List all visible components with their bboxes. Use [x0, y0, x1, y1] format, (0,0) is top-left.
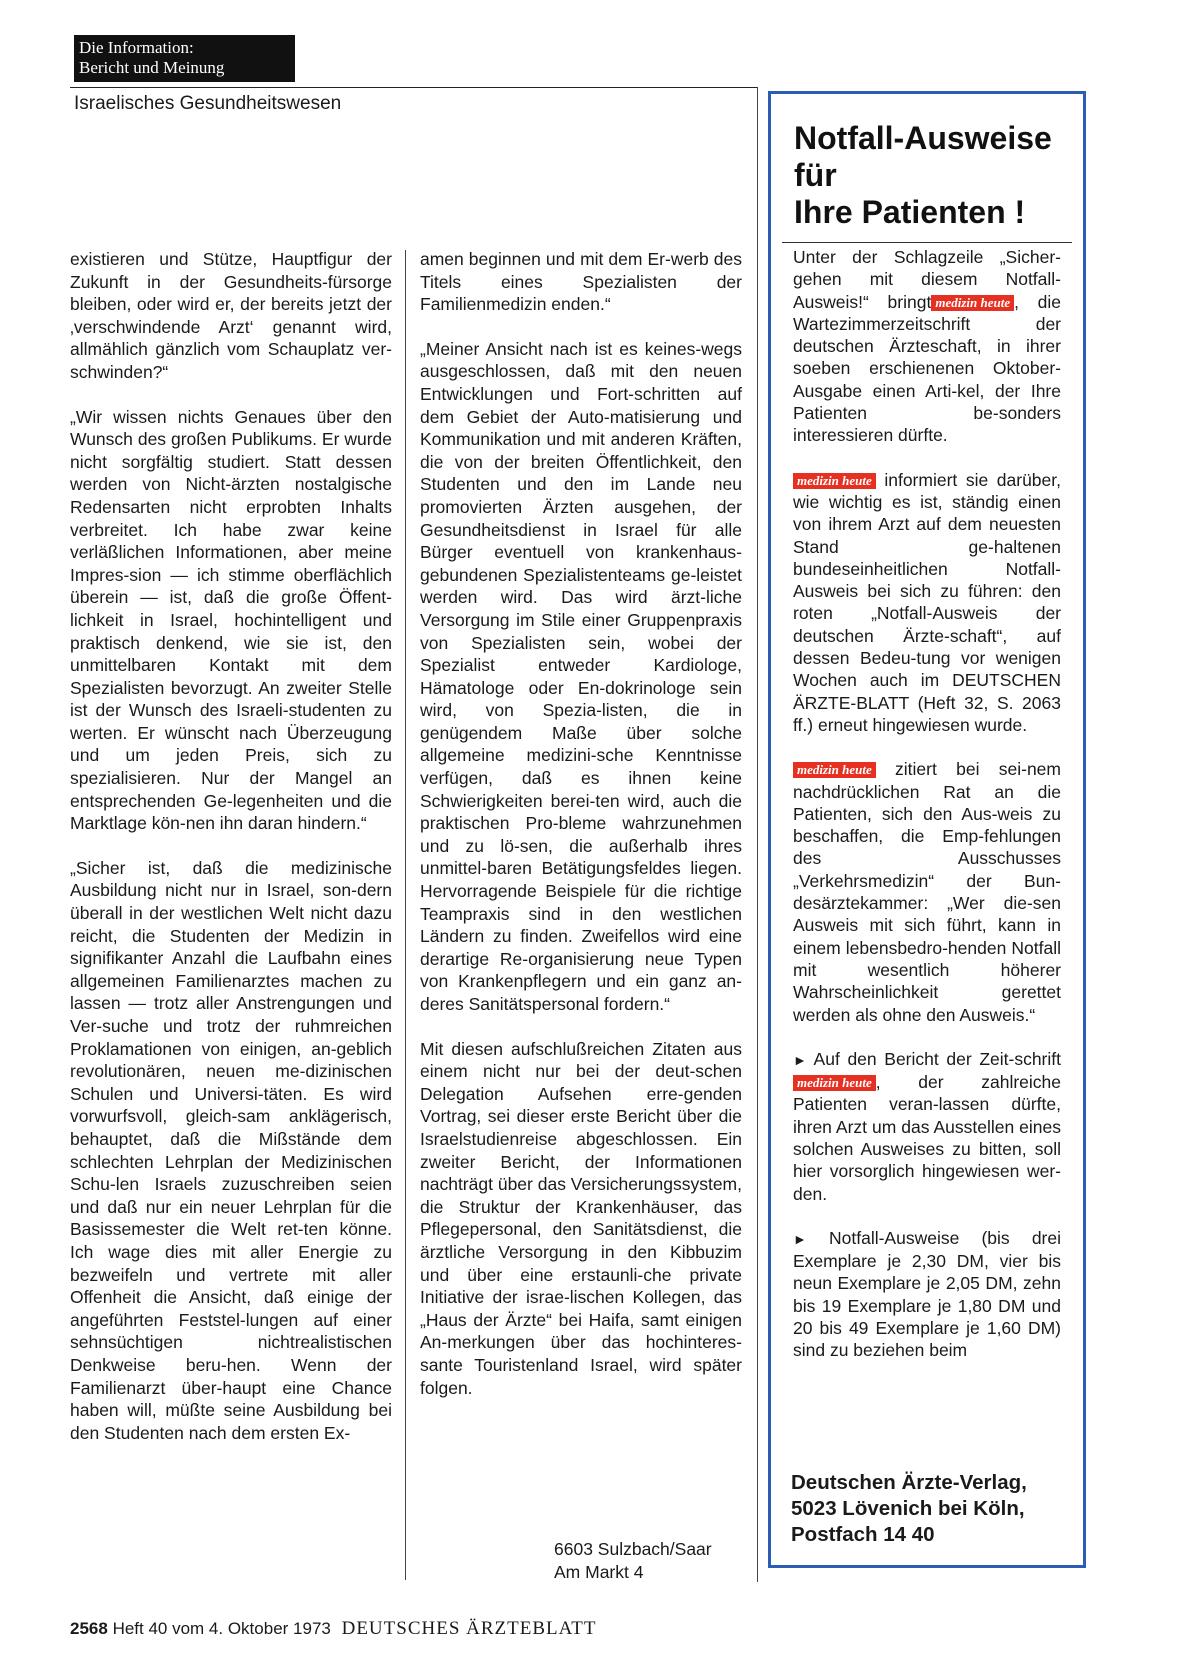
medizin-heute-logo: medizin heute: [793, 1075, 876, 1091]
rubric-line-1: Die Information:: [79, 38, 194, 57]
publisher-line-3: Postfach 14 40: [791, 1523, 935, 1546]
paragraph: „Sicher ist, daß die medizinische Ausbildung nicht nur in Israel, son-dern überall in der westlichen Welt nicht dazu reicht, die Studenten der Medizin in signifikanter Anzahl die Laufbahn eines allgemeinen Familienarztes machen zu lassen — trotz aller Anstrengungen und Ver-suche und trotz der ruhmreichen Proklamationen von einigen, an-geblich revolutionären, neuen me-dizinischen Schulen und Universi-täten. Es wird vorwurfsvoll, gleich-sam anklägerisch, behauptet, daß die Mißstände dem schlechten Lehrplan der Medizinischen Schu-len Israels zuzuschreiben seien und daß nur ein neuer Lehrplan für die Basissemester die Welt ret-ten könne. Ich wage dies mit aller Energie zu bezweifeln und vertrete mit aller Offenheit die Ansicht, daß einige der angeführten Feststel-lungen auf einer sehnsüchtigen nichtrealistischen Denkweise beru-hen. Wenn der Familienarzt über-haupt eine Chance haben will, müßte seine Ausbildung bei den Studenten nach dem ersten Ex-: [70, 857, 392, 1443]
address-line-2: Am Markt 4: [554, 1561, 644, 1582]
column-1: [70, 248, 392, 1466]
publisher-line-1: Deutschen Ärzte-Verlag,: [791, 1471, 1027, 1494]
ad-paragraph: [793, 469, 1061, 737]
page-footer: [70, 1618, 596, 1640]
column-divider-right: [757, 87, 758, 1582]
ad-text: Unter der Schlagzeile „Sicher-gehen mit diesem Notfall-Ausweis!“ bringt: [793, 247, 1061, 312]
ad-text: Notfall-Ausweise (bis drei Exemplare je 2,30 DM, vier bis neun Exemplare je 2,05 DM, zehn bis 19 Exemplare je 1,80 DM und 20 bis 49 Exemplare je 1,60 DM) sind zu beziehen beim: [793, 1227, 1061, 1361]
ad-text: informiert sie darüber, wie wichtig es ist, ständig einen von ihrem Arzt auf dem neuesten Stand ge-haltenen bundeseinheitlichen Notfall-Ausweis bei sich zu führen: den roten „Notfall-Ausweis der deutschen Ärzte-schaft“, auf dessen Bedeu-tung vor wenigen Wochen auch im DEUTSCHEN ÄRZTE-BLATT (Heft 32, S. 2063 ff.) erneut hingewiesen wurde.: [793, 469, 1061, 735]
medizin-heute-logo: medizin heute: [931, 295, 1014, 311]
medizin-heute-logo: medizin heute: [793, 473, 876, 489]
publisher-address: [791, 1470, 1027, 1548]
column-2: [420, 248, 742, 1421]
ad-paragraph: [793, 246, 1061, 447]
top-rule: [70, 87, 757, 88]
ad-body: [793, 246, 1061, 1384]
ad-paragraph: [793, 1048, 1061, 1205]
journal-name: DEUTSCHES ÄRZTEBLATT: [341, 1618, 597, 1639]
article-subtitle: Israelisches Gesundheitswesen: [74, 93, 342, 114]
ad-headline-line-2: für: [794, 157, 837, 193]
rubric-line-2: Bericht und Meinung: [79, 58, 225, 77]
issue-info: Heft 40 vom 4. Oktober 1973: [112, 1619, 331, 1638]
ad-text: zitiert bei sei-nem nachdrücklichen Rat an die Patienten, sich den Aus-weis zu beschaffen, die Emp-fehlungen des Ausschusses „Verkehrsmedizin“ der Bun-desärztekammer: „Wer die-sen Ausweis mit sich führt, kann in einem lebensbedro-henden Notfall mit wesentlich höherer Wahrscheinlichkeit gerettet werden als ohne den Ausweis.“: [793, 759, 1061, 1025]
arrow-right-icon: ►: [793, 1230, 807, 1247]
paragraph: „Meiner Ansicht nach ist es keines-wegs ausgeschlossen, daß mit den neuen Entwicklungen und Fort-schritten auf dem Gebiet der Auto-matisierung und Kommunikation und mit anderen Kräften, die von der breiten Öffentlichkeit, den Studenten und den im Lande neu promovierten Ärzten ausgehen, der Gesundheitsdienst in Israel für alle Bürger eventuell von krankenhaus-gebundenen Spezialistenteams ge-leistet werden wird. Das wird ärzt-liche Versorgung im Stile einer Gruppenpraxis von Spezialisten sein, wobei der Spezialist entweder Kardiologe, Hämatologe oder En-dokrinologe sein wird, von Spezia-listen, die in genügendem Maße über solche allgemeine medizini-sche Kenntnisse verfügen, daß es ihnen keine Schwierigkeiten berei-ten wird, auch die praktischen Pro-bleme wahrzunehmen und zu lö-sen, die außerhalb ihres unmittel-baren Betätigungsfeldes liegen. Hervorragende Beispiele für die richtige Teampraxis sind in den westlichen Ländern zu finden. Zweifellos wird eine derartige Re-organisierung neue Typen von Krankenpflegern und ein ganz an-deres Sanitätspersonal fordern.“: [420, 338, 742, 1014]
paragraph: „Wir wissen nichts Genaues über den Wunsch des großen Publikums. Er wurde nicht sorgfältig studiert. Statt dessen werden von Nicht-ärzten nostalgische Redensarten nicht erprobten Inhalts verbreitet. Ich habe zwar keine verläßlichen Informationen, aber meine Impres-sion — ich stimme oberflächlich überein — ist, daß die große Öffent-lichkeit in Israel, hochintelligent und praktisch denkend, wie sie ist, den unmittelbaren Kontakt mit dem Spezialisten bevorzugt. An zweiter Stelle ist der Wunsch des Israeli-studenten zu werten. Er wünscht nach Überzeugung und um jeden Preis, sich zu spezialisieren. Nur der Mangel an entsprechenden Ge-legenheiten und die Marktlage kön-nen ihn daran hindern.“: [70, 406, 392, 834]
ad-headline-line-3: Ihre Patienten !: [794, 194, 1026, 230]
paragraph: amen beginnen und mit dem Er-werb des Titels eines Spezialisten der Familienmedizin enden.“: [420, 249, 742, 315]
author-address: [554, 1538, 712, 1583]
ad-headline-line-1: Notfall-Ausweise: [794, 120, 1052, 156]
publisher-line-2: 5023 Lövenich bei Köln,: [791, 1497, 1025, 1520]
page-number: 2568: [70, 1619, 108, 1638]
ad-headline: [794, 120, 1052, 231]
ad-text: , die Wartezimmerzeitschrift der deutschen Ärzteschaft, in ihrer soeben erschienenen Oktober-Ausgabe einen Arti-kel, der Ihre Patienten be-sonders interessieren dürfte.: [793, 291, 1061, 446]
ad-text: Auf den Bericht der Zeit-schrift: [806, 1048, 1061, 1069]
column-divider: [405, 250, 406, 1580]
arrow-right-icon: ►: [793, 1051, 807, 1068]
section-rubric: [74, 35, 295, 82]
medizin-heute-logo: medizin heute: [793, 762, 876, 778]
ad-rule: [782, 242, 1072, 243]
address-line-1: 6603 Sulzbach/Saar: [554, 1539, 712, 1559]
ad-text: , der zahlreiche Patienten veran-lassen dürfte, ihren Arzt um das Ausstellen eines solchen Ausweises zu bitten, soll hier vorsorglich hingewiesen wer-den.: [793, 1072, 1061, 1204]
ad-paragraph: [793, 758, 1061, 1026]
ad-paragraph: [793, 1227, 1061, 1362]
paragraph: Mit diesen aufschlußreichen Zitaten aus einem nicht nur bei der deut-schen Delegation Aufsehen erre-genden Vortrag, sei dieser erste Bericht über die Israelstudienreise abgeschlossen. Ein zweiter Bericht, der Informationen nachträgt über das Versicherungssystem, die Struktur der Krankenhäuser, das Pflegepersonal, den Sanitätsdienst, die ärztliche Versorgung in den Kibbuzim und über eine erstaunli-che private Initiative der israe-lischen Kollegen, das „Haus der Ärzte“ bei Haifa, samt einigen An-merkungen über das hochinteres-sante Touristenland Israel, wird später folgen.: [420, 1038, 742, 1398]
paragraph: existieren und Stütze, Hauptfigur der Zukunft in der Gesundheits-fürsorge bleiben, oder wird er, der bereits jetzt der ‚verschwindende Arzt‘ genannt wird, allmählich gänzlich vom Schauplatz ver-schwinden?“: [70, 249, 392, 382]
